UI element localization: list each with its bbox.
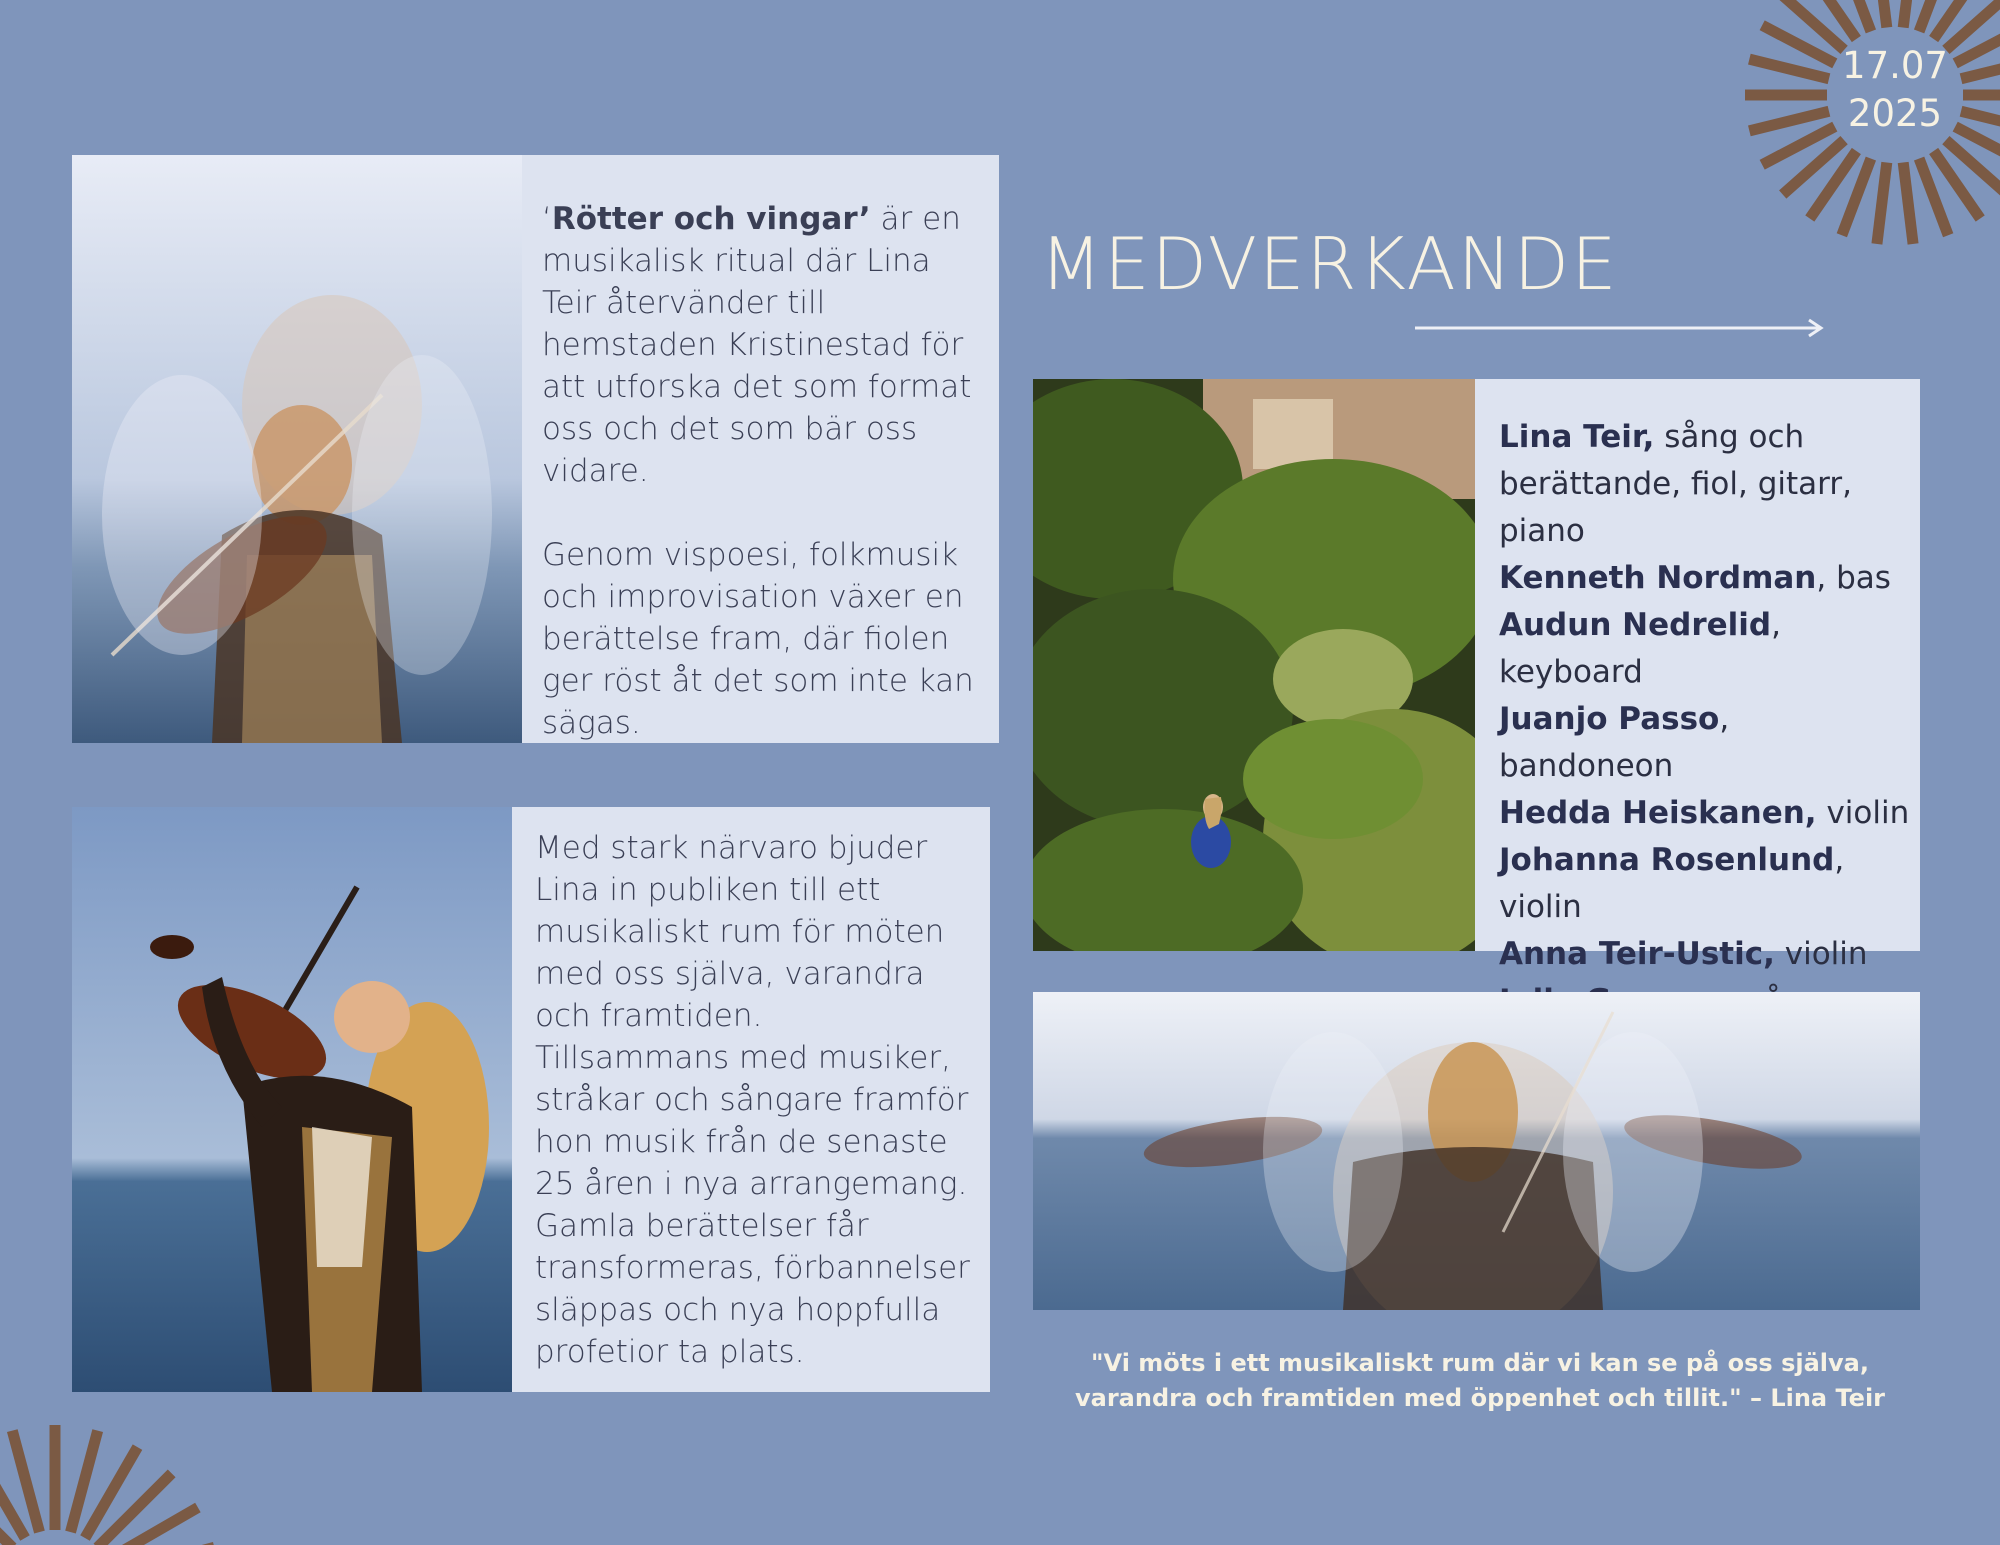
performer-row [1499, 696, 1910, 790]
performer-name: Audun Nedrelid [1499, 607, 1772, 643]
performer-name: Johanna Rosenlund [1499, 842, 1835, 878]
sunburst-ray [1877, 0, 1887, 27]
performer-row [1499, 414, 1910, 555]
performer-role: , violin [1499, 842, 1845, 925]
performers-list-panel [1475, 379, 1920, 972]
artist-quote: "Vi möts i ett musikaliskt rum där vi kan se på oss själva, varandra och framtiden med öppenhet och tillit." – Lina Teir [1075, 1349, 1885, 1412]
performer-role: , bandoneon [1499, 701, 1730, 784]
intro-quote-mark: ‘ [542, 201, 552, 237]
performer-role: , keyboard [1499, 607, 1781, 690]
performer-name: Lina Teir, [1499, 419, 1655, 455]
performer-name: Anna Teir-Ustic, [1499, 936, 1775, 972]
arrow-right-icon [1415, 316, 1825, 340]
intro-text-panel [522, 155, 999, 743]
cliffside-greenery-photo [1033, 379, 1475, 951]
sunburst-ray [1749, 59, 1829, 79]
performer-name: Juanjo Passo [1499, 701, 1720, 737]
intro-paragraph-2: Genom vispoesi, folkmusik och improvisation växer en berättelse fram, där fiolen ger röst åt det som inte kan sägas. [542, 537, 974, 741]
performer-row [1499, 790, 1910, 837]
show-title: Rötter och vingar’ [551, 201, 871, 237]
event-date-day-month: 17.07 [1842, 44, 1948, 87]
performer-role: sång och berättande, fiol, gitarr, piano [1499, 419, 1852, 549]
performer-role: violin [1774, 936, 1868, 972]
sunburst-decoration-bottom [0, 1400, 230, 1545]
presence-paragraph-2: Tillsammans med musiker, stråkar och sångare framför hon musik från de senaste 25 åren i nya arrangemang. Gamla berättelser får transformeras, förbannelser släppas och nya hoppfulla profetior ta plats. [535, 1040, 970, 1370]
violinist-double-exposure-photo [72, 155, 522, 743]
performer-role: violin [1816, 795, 1910, 831]
performer-name: Kenneth Nordman [1499, 560, 1817, 596]
sunburst-ray [1903, 163, 1913, 244]
performer-row [1499, 602, 1910, 696]
performer-role: , bas [1816, 560, 1891, 596]
violinist-by-sea-photo [72, 807, 512, 1392]
intro-paragraph-1 [542, 198, 975, 492]
presence-paragraph-1: Med stark närvaro bjuder Lina in publiken till ett musikaliskt rum för möten med oss själva, varandra och framtiden. [535, 830, 945, 1034]
performer-name: Hedda Heiskanen, [1499, 795, 1817, 831]
sunburst-ray [1877, 163, 1887, 244]
violinist-wide-sea-photo [1033, 992, 1920, 1310]
presence-text-panel [512, 807, 990, 1392]
performers-heading: MEDVERKANDE [1040, 222, 1619, 306]
performer-row [1499, 931, 1910, 978]
performer-row [1499, 837, 1910, 931]
sunburst-ray [1903, 0, 1913, 27]
event-date-year: 2025 [1847, 92, 1943, 135]
event-date [1830, 42, 1960, 138]
performer-row [1499, 555, 1910, 602]
intro-paragraph-1-text: är en musikalisk ritual där Lina Teir återvänder till hemstaden Kristinestad för att utforska det som format oss och det som bär oss vidare. [542, 201, 972, 489]
sunburst-ray [1749, 111, 1829, 131]
